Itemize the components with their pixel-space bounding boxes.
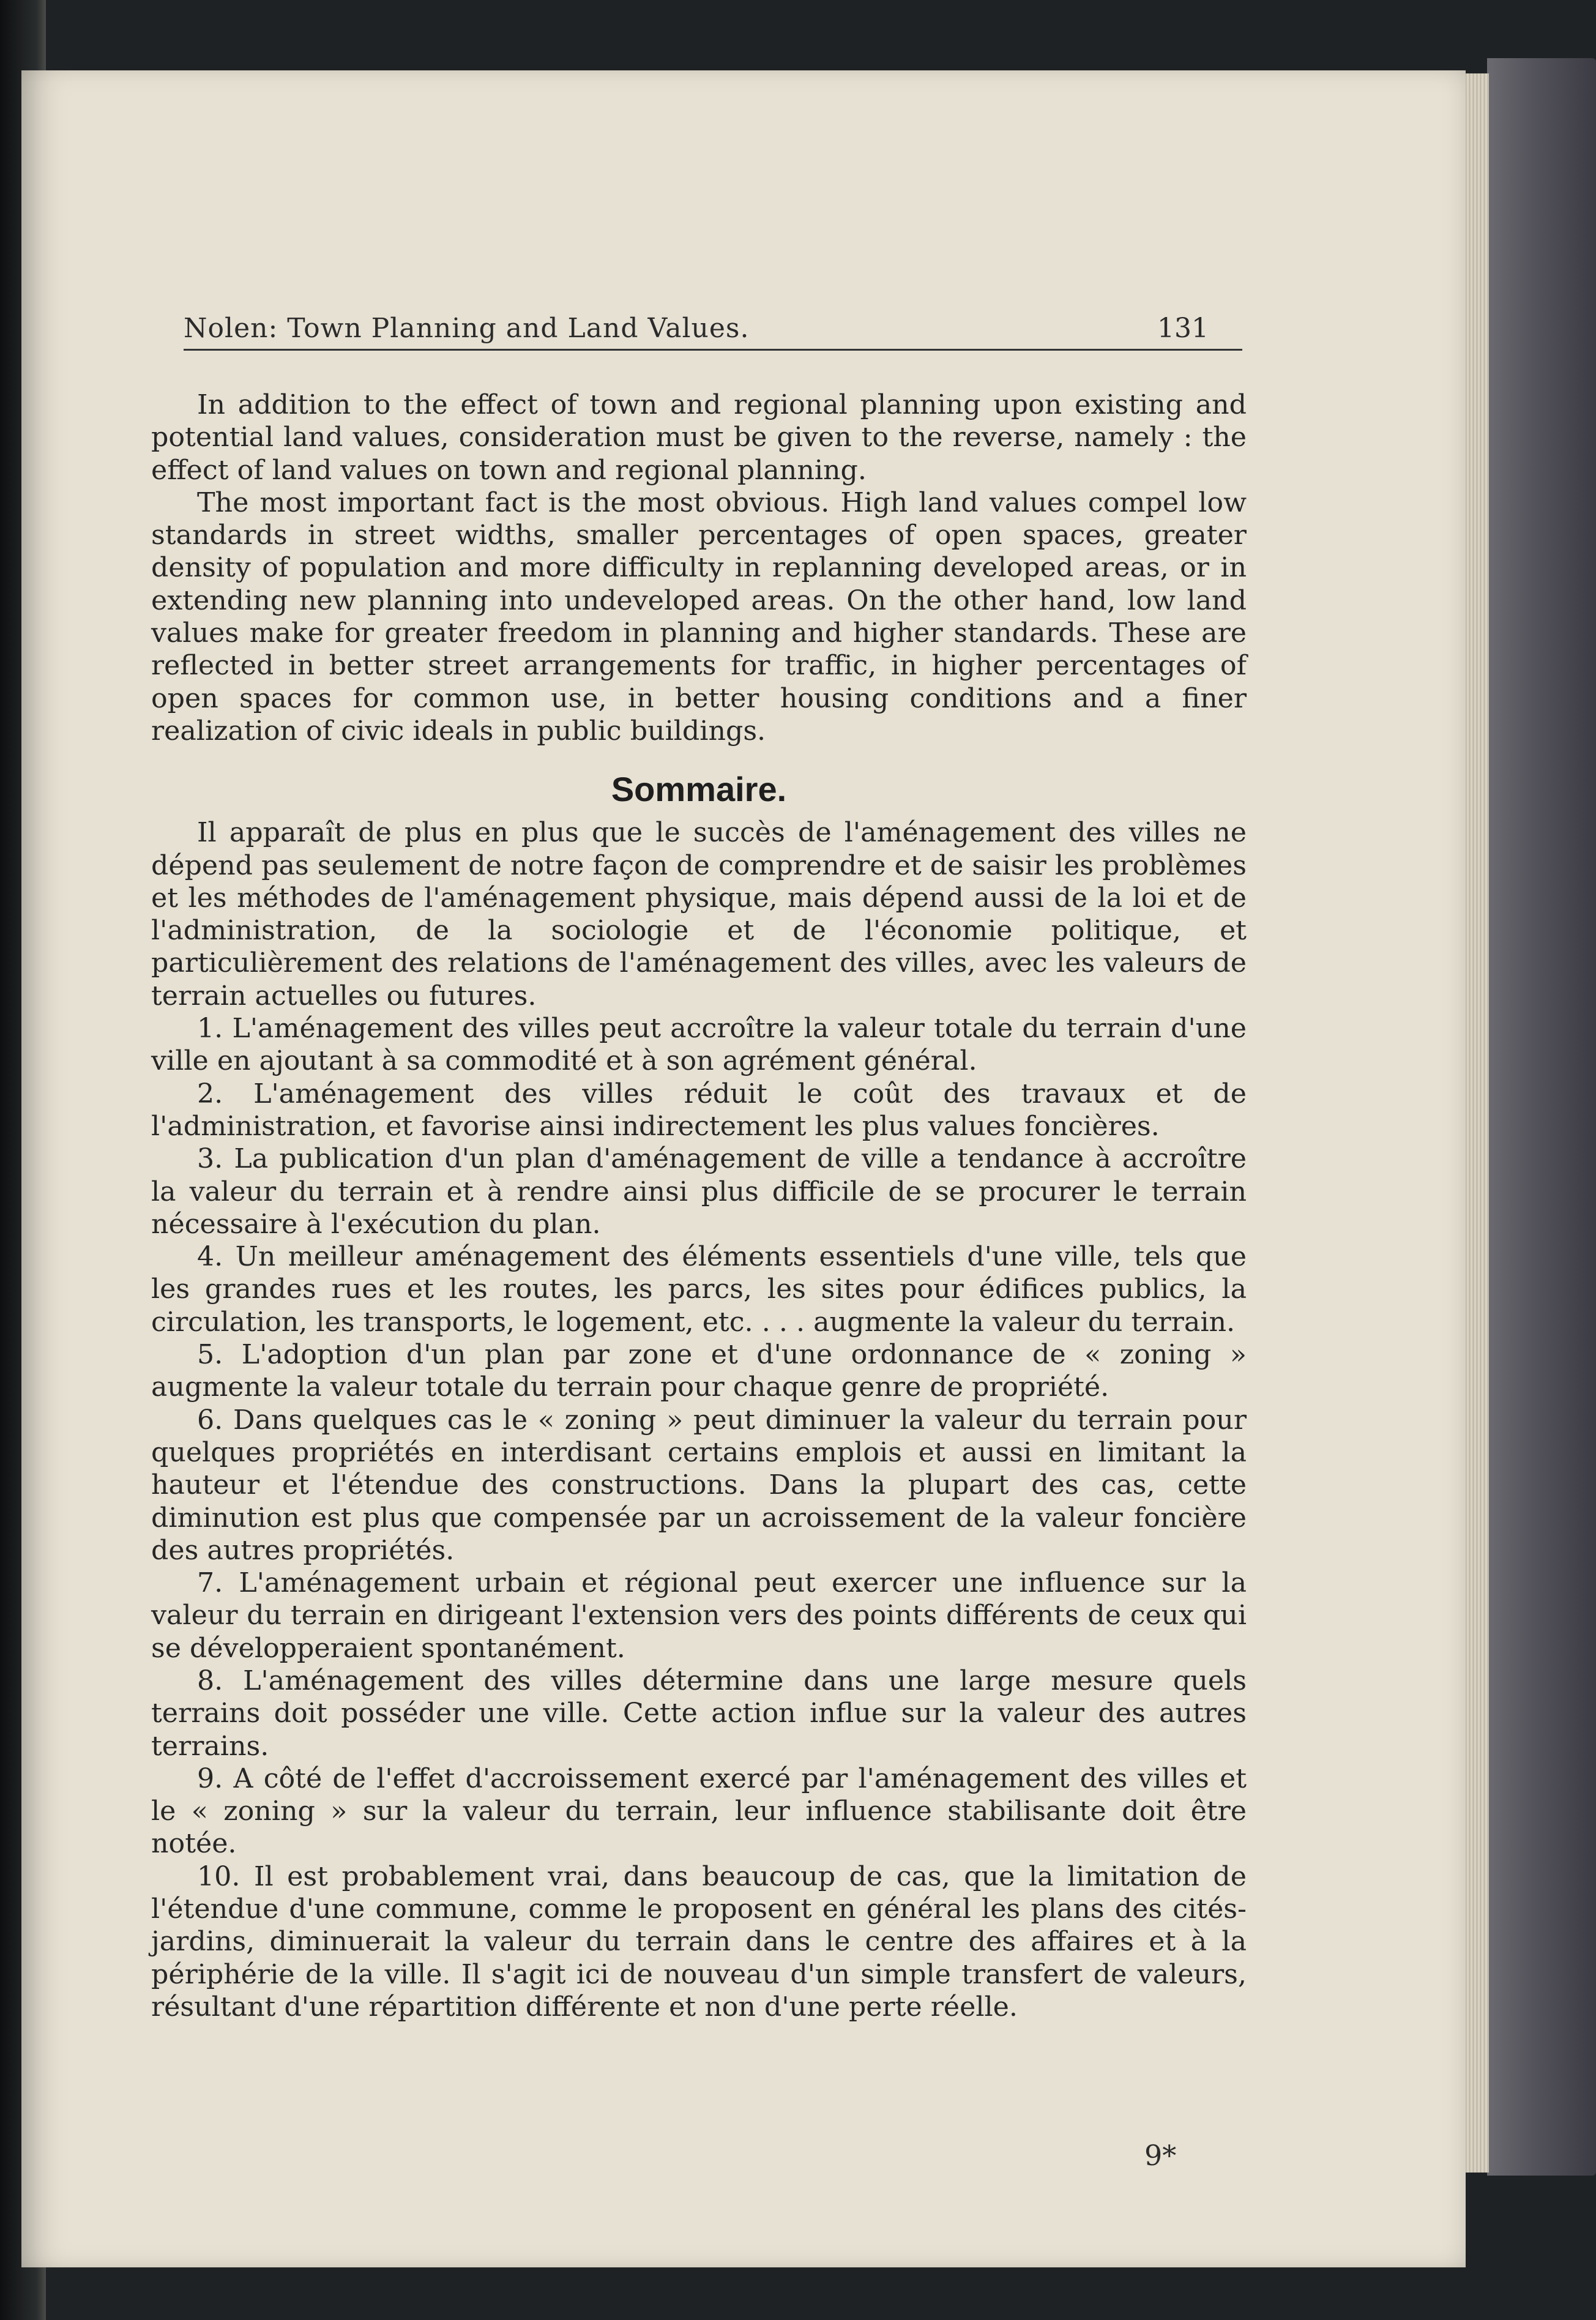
paragraph: The most important fact is the most obvious. High land values compel low standards in street widths, smaller percentages of open spaces, greater density of population and more difficulty in replanning developed areas, or in extending new planning into undeveloped areas. On the other hand, low land values make for greater freedom in planning and higher standards. These are reflected in better street arrangements for traffic, in higher percentages of open spaces for common use, in better housing conditions and a finer realization of civic ideals in public buildings. — [151, 487, 1247, 747]
paragraph: Il apparaît de plus en plus que le succès de l'aménagement des villes ne dépend pas seulement de notre façon de comprendre et de saisir les problèmes et les méthodes de l'aménagement physique, mais dépend aussi de la loi et de l'administration, de la sociologie et de l'économie politique, et particulièrement des relations de l'aménagement des villes, avec les valeurs de terrain actuelles ou futures. — [151, 817, 1247, 1012]
signature-mark: 9* — [1144, 2139, 1177, 2172]
book-page — [21, 70, 1466, 2267]
list-item: 6. Dans quelques cas le « zoning » peut diminuer la valeur du terrain pour quelques propriétés en interdisant certains emplois et aussi en limitant la hauteur et l'étendue des constructions. Dans la plupart des cas, cette diminution est plus que compensée par un acroissement de la valeur foncière des autres propriétés. — [151, 1404, 1247, 1566]
list-item: 8. L'aménagement des villes détermine dans une large mesure quels terrains doit posséder une ville. Cette action influe sur la valeur des autres terrains. — [151, 1665, 1247, 1762]
page-number: 131 — [1157, 313, 1209, 344]
list-item: 3. La publication d'un plan d'aménagement de ville a tendance à accroître la valeur du terrain et à rendre ainsi plus difficile de se procurer le terrain nécessaire à l'exécution du plan. — [151, 1143, 1247, 1240]
list-item: 2. L'aménagement des villes réduit le coût des travaux et de l'administration, et favorise ainsi indirectement les plus values foncières. — [151, 1078, 1247, 1142]
list-item: 4. Un meilleur aménagement des éléments essentiels d'une ville, tels que les grandes rues et les routes, les parcs, les sites pour édifices publics, la circulation, les transports, le logement, etc. . . . augmente la valeur du terrain. — [151, 1241, 1247, 1338]
list-item: 5. L'adoption d'un plan par zone et d'une ordonnance de « zoning » augmente la valeur totale du terrain pour chaque genre de propriété. — [151, 1339, 1247, 1403]
list-item: 1. L'aménagement des villes peut accroître la valeur totale du terrain d'une ville en ajoutant à sa commodité et à son agrément général. — [151, 1013, 1247, 1077]
list-item: 9. A côté de l'effet d'accroissement exercé par l'aménagement des villes et le « zoning » sur la valeur du terrain, leur influence stabilisante doit être notée. — [151, 1762, 1247, 1860]
list-item: 10. Il est probablement vrai, dans beaucoup de cas, que la limitation de l'étendue d'une commune, comme le proposent en général les plans des cités-jardins, diminuerait la valeur du terrain dans le centre des affaires et à la périphérie de la ville. Il s'agit ici de nouveau d'un simple transfert de valeurs, résultant d'une répartition différente et non d'une perte réelle. — [151, 1860, 1247, 2023]
running-head — [184, 306, 1242, 351]
running-title: Nolen: Town Planning and Land Values. — [184, 313, 750, 344]
section-heading: Sommaire. — [611, 770, 787, 809]
list-item: 7. L'aménagement urbain et régional peut exercer une influence sur la valeur du terrain en dirigeant l'extension vers des points différents de ceux qui se développeraient spontanément. — [151, 1567, 1247, 1664]
book-cover-edge — [1487, 58, 1596, 2176]
paragraph: In addition to the effect of town and regional planning upon existing and potential land values, consideration must be given to the reverse, namely : the effect of land values on town and regional planning. — [151, 389, 1247, 486]
page-body — [151, 389, 1247, 2023]
